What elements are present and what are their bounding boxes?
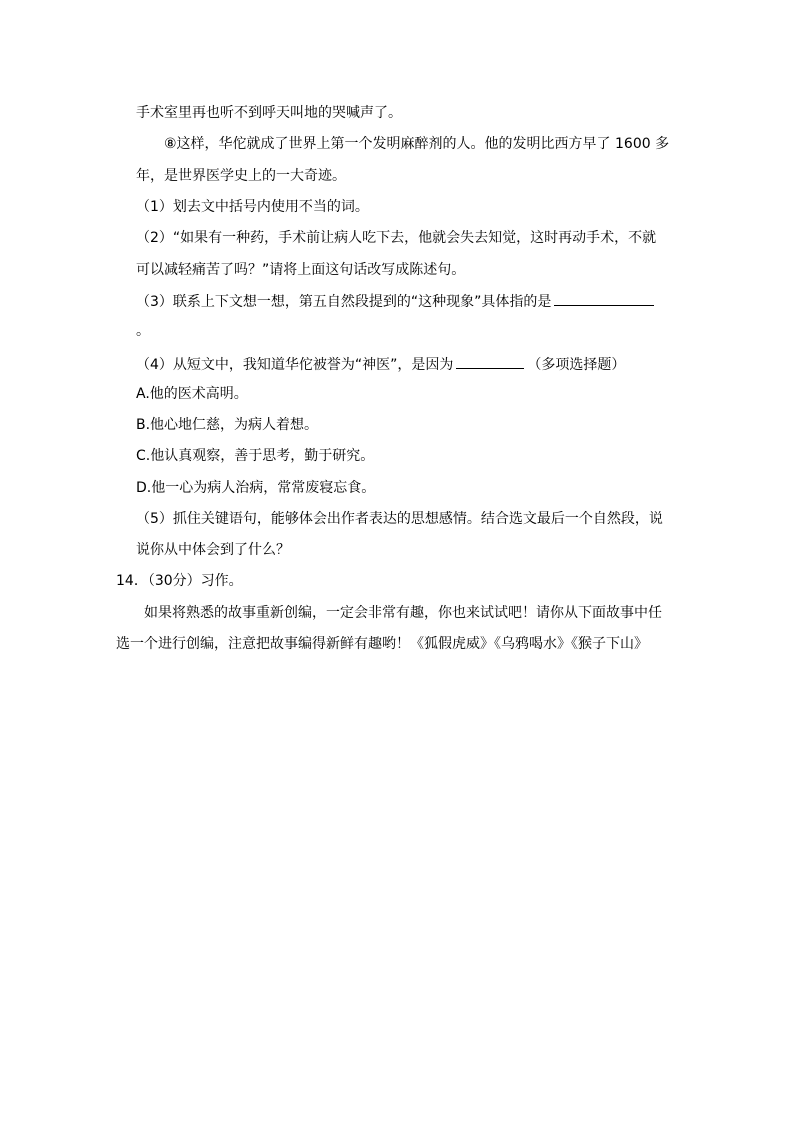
question-5-line-2: 说你从中体会到了什么？ bbox=[136, 542, 290, 558]
passage-line: 手术室里再也听不到呼天叫地的哭喊声了。 bbox=[136, 105, 402, 121]
paragraph-8-line-1: ⑧这样，华佗就成了世界上第一个发明麻醉剂的人。他的发明比西方早了 1600 多 bbox=[164, 136, 670, 152]
question-4-suffix: （多项选择题） bbox=[527, 357, 626, 373]
option-b: B.他心地仁慈，为病人着想。 bbox=[136, 417, 319, 433]
question-3-end: 。 bbox=[136, 323, 150, 339]
question-2-line-1: （2）“如果有一种药，手术前让病人吃下去，他就会失去知觉，这时再动手术，不就 bbox=[136, 230, 657, 246]
option-d: D.他一心为病人治病，常常废寝忘食。 bbox=[136, 480, 376, 496]
composition-heading: 14．（30分）习作。 bbox=[116, 573, 243, 589]
question-3 bbox=[136, 291, 657, 309]
paragraph-8-line-2: 年，是世界医学史上的一大奇迹。 bbox=[136, 168, 346, 184]
question-4-answer-blank[interactable] bbox=[456, 354, 524, 369]
question-2-line-2: 可以减轻痛苦了吗？”请将上面这句话改写成陈述句。 bbox=[136, 262, 466, 278]
option-a: A.他的医术高明。 bbox=[136, 386, 248, 402]
question-3-answer-blank[interactable] bbox=[554, 291, 654, 306]
composition-line-2: 选一个进行创编，注意把故事编得新鲜有趣哟！《狐假虎威》《乌鸦喝水》《猴子下山》 bbox=[116, 636, 648, 652]
option-c: C.他认真观察，善于思考，勤于研究。 bbox=[136, 448, 375, 464]
question-4-text: （4）从短文中，我知道华佗被誉为“神医”，是因为 bbox=[136, 357, 454, 373]
question-3-text: （3）联系上下文想一想，第五自然段提到的“这种现象”具体指的是 bbox=[136, 294, 552, 310]
question-5-line-1: （5）抓住关键语句，能够体会出作者表达的思想感情。结合选文最后一个自然段，说 bbox=[136, 511, 663, 527]
composition-line-1: 如果将熟悉的故事重新创编，一定会非常有趣，你也来试试吧！请你从下面故事中任 bbox=[144, 605, 662, 621]
question-4 bbox=[136, 354, 625, 372]
question-1: （1）划去文中括号内使用不当的词。 bbox=[136, 199, 369, 215]
